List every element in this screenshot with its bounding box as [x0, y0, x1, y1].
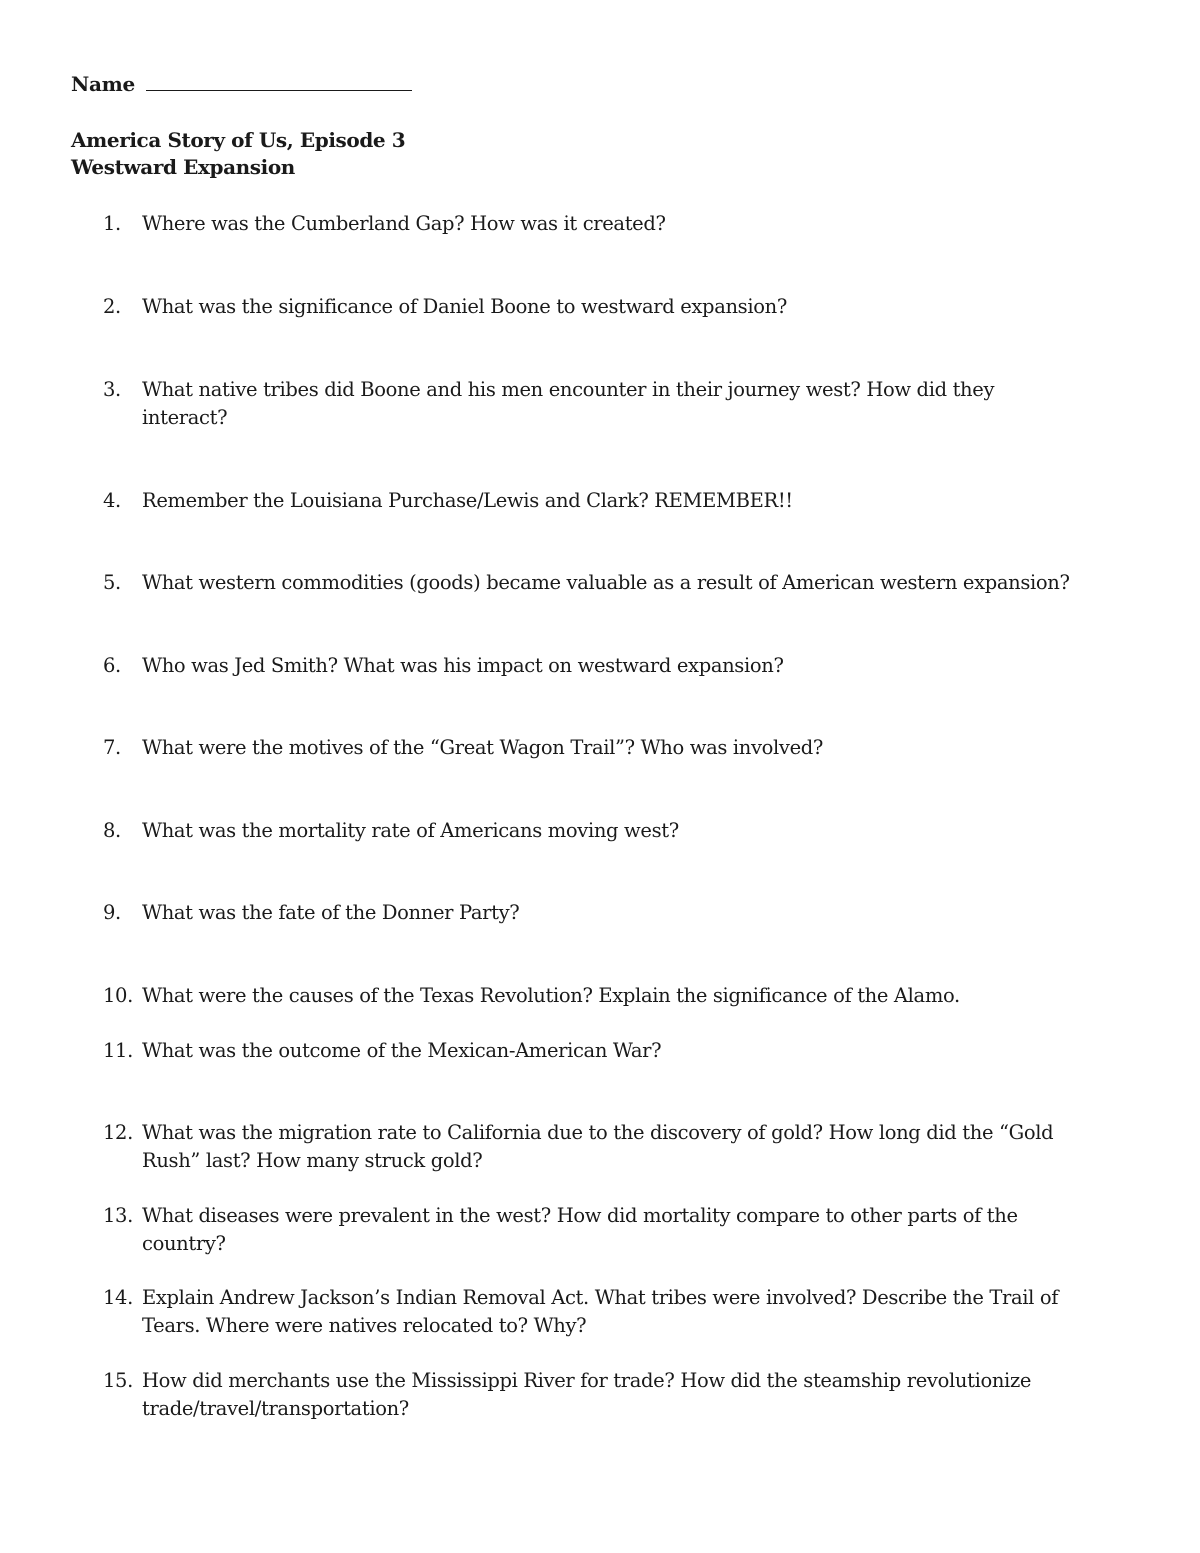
name-label: Name: [71, 72, 135, 96]
name-blank-line[interactable]: [146, 72, 412, 91]
title-line-2: Westward Expansion: [71, 155, 295, 179]
question-number: 1.: [103, 212, 121, 235]
question-13: [103, 1202, 1078, 1257]
question-number: 12.: [103, 1121, 133, 1144]
question-14: [103, 1284, 1118, 1339]
worksheet-title: [71, 127, 405, 181]
question-3: [103, 376, 1063, 431]
question-number: 5.: [103, 571, 121, 594]
question-number: 10.: [103, 984, 133, 1007]
question-text: What were the motives of the “Great Wagon Trail”? Who was involved?: [142, 736, 824, 759]
question-text: What was the migration rate to California due to the discovery of gold? How long did the “Gold Rush” last? How many struck gold?: [142, 1121, 1054, 1172]
question-text: Remember the Louisiana Purchase/Lewis and Clark? REMEMBER!!: [142, 489, 793, 512]
question-text: What diseases were prevalent in the west? How did mortality compare to other parts of the country?: [142, 1204, 1018, 1255]
question-text: What native tribes did Boone and his men encounter in their journey west? How did they interact?: [142, 378, 995, 429]
question-text: What was the fate of the Donner Party?: [142, 901, 520, 924]
question-number: 13.: [103, 1204, 133, 1227]
question-text: What western commodities (goods) became valuable as a result of American western expansion?: [142, 571, 1070, 594]
question-text: Where was the Cumberland Gap? How was it created?: [142, 212, 666, 235]
question-number: 6.: [103, 654, 121, 677]
question-12: [103, 1119, 1103, 1174]
question-number: 8.: [103, 819, 121, 842]
question-text: Who was Jed Smith? What was his impact on westward expansion?: [142, 654, 784, 677]
question-text: What was the mortality rate of Americans moving west?: [142, 819, 679, 842]
question-15: [103, 1367, 1088, 1422]
question-text: What was the significance of Daniel Boone to westward expansion?: [142, 295, 787, 318]
question-8: [103, 817, 1123, 845]
name-field: [71, 72, 412, 96]
question-4: [103, 487, 1123, 515]
question-number: 3.: [103, 378, 121, 401]
question-2: [103, 293, 1123, 321]
question-9: [103, 899, 1123, 927]
question-number: 2.: [103, 295, 121, 318]
question-number: 7.: [103, 736, 121, 759]
question-text: What was the outcome of the Mexican-American War?: [142, 1039, 662, 1062]
question-number: 4.: [103, 489, 121, 512]
question-7: [103, 734, 1123, 762]
question-1: [103, 210, 1123, 238]
question-10: [103, 982, 1123, 1010]
question-text: How did merchants use the Mississippi River for trade? How did the steamship revolutionize trade/travel/transportation?: [142, 1369, 1032, 1420]
question-number: 14.: [103, 1286, 133, 1309]
question-5: [103, 569, 1123, 597]
question-text: Explain Andrew Jackson’s Indian Removal Act. What tribes were involved? Describe the Trail of Tears. Where were natives relocated to? Why?: [142, 1286, 1059, 1337]
question-number: 11.: [103, 1039, 133, 1062]
question-6: [103, 652, 1123, 680]
question-11: [103, 1037, 1123, 1065]
title-line-1: America Story of Us, Episode 3: [71, 128, 406, 152]
question-number: 15.: [103, 1369, 133, 1392]
question-number: 9.: [103, 901, 121, 924]
question-text: What were the causes of the Texas Revolution? Explain the significance of the Alamo.: [142, 984, 960, 1007]
